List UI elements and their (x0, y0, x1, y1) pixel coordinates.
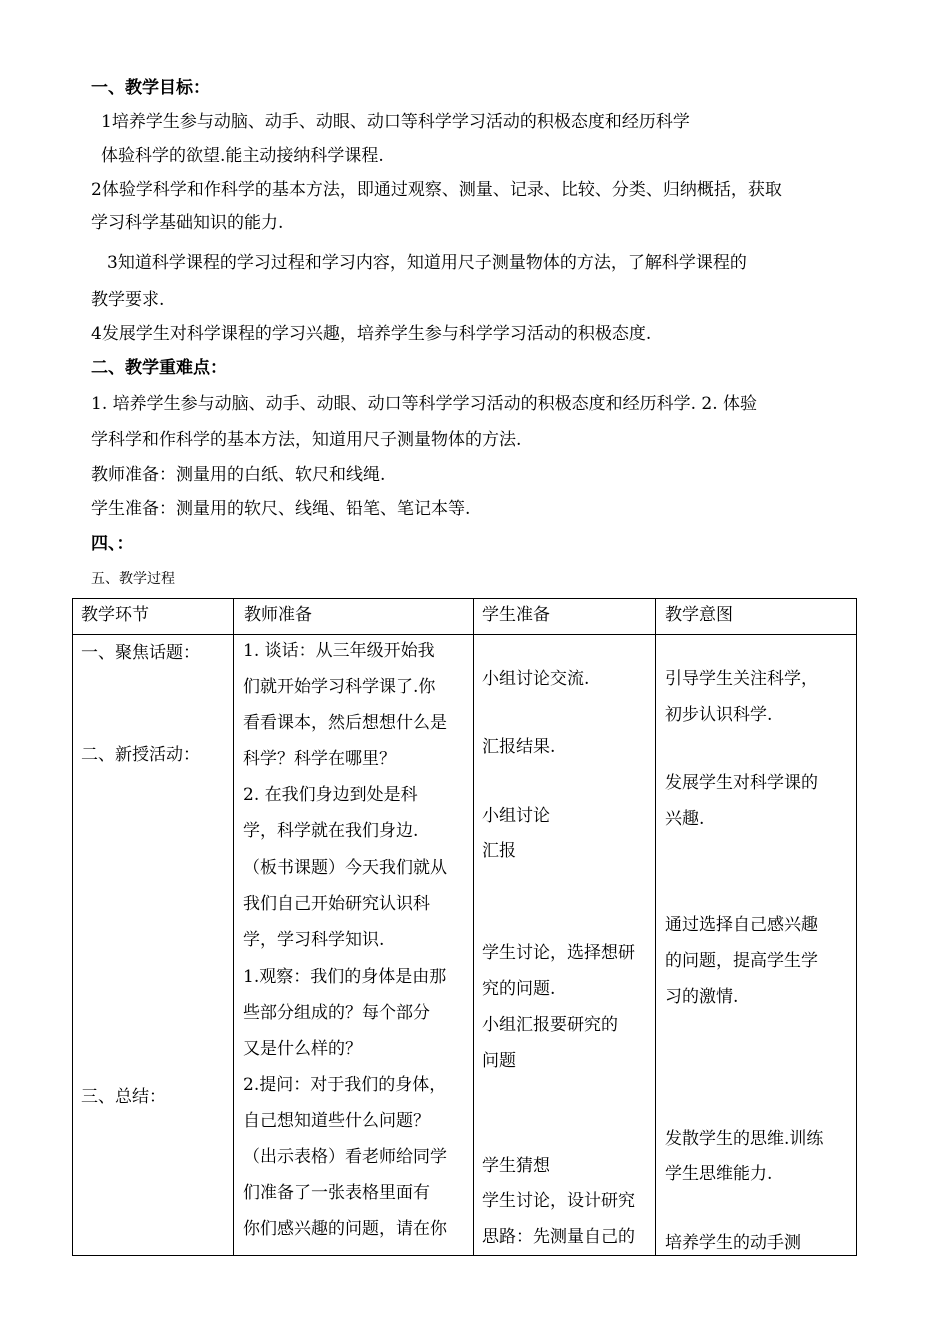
teacher-line: 又是什么样的？ (243, 1039, 362, 1059)
objective-line: 体验科学的欲望.能主动接纳科学课程. (101, 146, 384, 166)
intent-line: 通过选择自己感兴趣 (665, 915, 818, 935)
objective-line: 学习科学基础知识的能力. (91, 213, 284, 233)
teacher-line: 自己想知道些什么问题？ (243, 1111, 430, 1131)
intent-line: 学生思维能力. (665, 1164, 773, 1184)
teacher-line: 科学？科学在哪里？ (243, 749, 396, 769)
student-line: 问题 (482, 1051, 516, 1071)
teacher-line: 你们感兴趣的问题，请在你 (243, 1219, 447, 1239)
section-heading-key-points: 二、教学重难点： (91, 358, 227, 378)
key-point-line: 1. 培养学生参与动脑、动手、动眼、动口等科学学习活动的积极态度和经历科学. 2. 体验 (91, 394, 758, 414)
table-column-divider (473, 599, 474, 1255)
key-point-line: 学科学和作科学的基本方法，知道用尺子测量物体的方法. (91, 430, 522, 450)
student-line: 究的问题. (482, 979, 556, 999)
student-line: 汇报结果. (482, 737, 556, 757)
table-column-divider (233, 599, 234, 1255)
intent-line: 初步认识科学. (665, 705, 773, 725)
teacher-line: 2. 在我们身边到处是科 (243, 785, 418, 805)
intent-line: 习的激情. (665, 987, 739, 1007)
teacher-line: 些部分组成的？每个部分 (243, 1003, 430, 1023)
teacher-prep-line: 教师准备：测量用的白纸、软尺和线绳. (91, 465, 386, 485)
section-heading-objectives: 一、教学目标： (91, 78, 210, 98)
teacher-line: （出示表格）看老师给同学 (243, 1147, 447, 1167)
teacher-line: 们就开始学习科学课了.你 (243, 677, 436, 697)
student-line: 汇报 (482, 841, 516, 861)
teacher-line: （板书课题）今天我们就从 (243, 858, 447, 878)
teacher-line: 1.观察：我们的身体是由那 (243, 967, 447, 987)
objective-line: 3知道科学课程的学习过程和学习内容，知道用尺子测量物体的方法，了解科学课程的 (107, 253, 747, 273)
stage-label: 一、聚焦话题： (81, 643, 200, 663)
intent-line: 的问题，提高学生学 (665, 951, 818, 971)
teacher-line: 们准备了一张表格里面有 (243, 1183, 430, 1203)
teacher-line: 2.提问：对于我们的身体， (243, 1075, 447, 1095)
intent-line: 培养学生的动手测 (665, 1233, 801, 1253)
student-line: 学生猜想 (482, 1156, 550, 1176)
student-line: 小组讨论交流. (482, 669, 590, 689)
table-column-divider (655, 599, 656, 1255)
student-line: 学生讨论，设计研究 (482, 1191, 635, 1211)
lesson-process-table: 教学环节 教师准备 学生准备 教学意图 一、聚焦话题： 二、新授活动： 三、总结： 1. 谈话：从三年级开始我 们就开始学习科学课了.你 看看课本，然后想想什么是 科学？科学在哪里？ 2. 在我们身边到处是科 学，科学就在我们身边. （板书课题）今天我们就从 我们自己开始研究认识科 学，学习科学知识. 1.观察：我们的身体是由那 些部分组成的？每个部分 又是什么样的？ 2.提问：对于我们的身体， 自己想知道些什么问题？ （出示表格）看老师给同学 们准备了一张表格里面有 你们感兴趣的问题，请在你 小组讨论交流. 汇报结果. 小组讨论 汇报 学生讨论，选择想研 究的问题. 小组汇报要研究的 问题 学生猜想 学生讨论，设计研究 思路：先测量自己的 引导学生关注科学， 初步认识科学. 发展学生对科学课的 兴趣. 通过选择自己感兴趣 的问题，提高学生学 习的激情. 发散学生的思维.训练 学生思维能力. 培养学生的动手测 (72, 598, 857, 1256)
stage-label: 二、新授活动： (81, 745, 200, 765)
stage-label: 三、总结： (81, 1087, 166, 1107)
table-header-divider (73, 634, 856, 635)
student-prep-line: 学生准备：测量用的软尺、线绳、铅笔、笔记本等. (91, 499, 471, 519)
objective-line: 2体验学科学和作科学的基本方法，即通过观察、测量、记录、比较、分类、归纳概括，获取 (91, 180, 782, 200)
teacher-line: 学，科学就在我们身边. (243, 821, 419, 841)
teacher-line: 1. 谈话：从三年级开始我 (243, 641, 435, 661)
teacher-line: 看看课本，然后想想什么是 (243, 713, 447, 733)
objective-line: 1培养学生参与动脑、动手、动眼、动口等科学学习活动的积极态度和经历科学 (101, 112, 690, 132)
teacher-line: 学，学习科学知识. (243, 930, 385, 950)
intent-line: 兴趣. (665, 809, 705, 829)
intent-line: 发展学生对科学课的 (665, 773, 818, 793)
intent-line: 发散学生的思维.训练 (665, 1129, 824, 1149)
student-line: 小组讨论 (482, 806, 550, 826)
section-label-process: 五、教学过程 (91, 571, 175, 587)
student-line: 思路：先测量自己的 (482, 1227, 635, 1247)
objective-line: 4发展学生对科学课程的学习兴趣，培养学生参与科学学习活动的积极态度. (91, 324, 652, 344)
section-heading-four: 四、： (91, 534, 134, 554)
teacher-line: 我们自己开始研究认识科 (243, 894, 430, 914)
student-line: 学生讨论，选择想研 (482, 943, 635, 963)
student-line: 小组汇报要研究的 (482, 1015, 618, 1035)
intent-line: 引导学生关注科学， (665, 669, 818, 689)
objective-line: 教学要求. (91, 290, 165, 310)
